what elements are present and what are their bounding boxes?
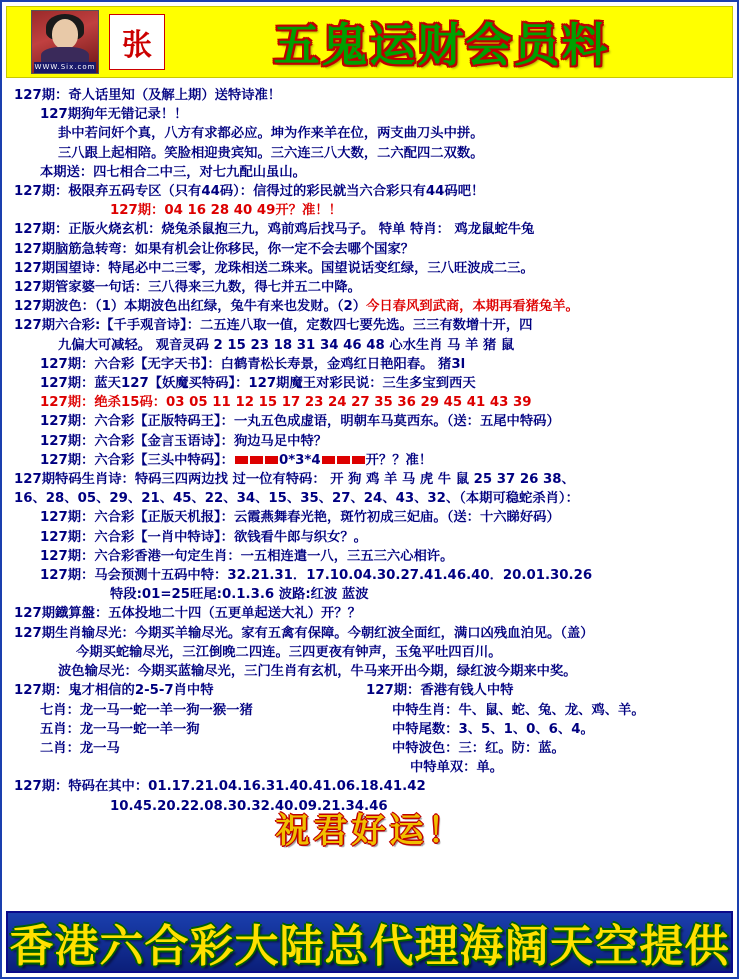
- portrait-caption: WWW.Six.com: [34, 63, 96, 71]
- text-line: 卦中若问奸个真，八方有求都必应。坤为作来羊在位，两支曲刀头中拼。: [58, 126, 484, 142]
- text-line: 七肖：龙一马一蛇一羊一狗一猴一猪: [40, 702, 253, 718]
- text-line: 127期脑筋急转弯：如果有机会让你移民，你一定不会去哪个国家？: [14, 241, 415, 257]
- text-line: 127期波色：（1）本期波色出红绿，兔牛有来也发财。（2）今日春风到武商，本期再看猪兔羊。: [14, 299, 579, 315]
- text-line: 10.45.20.22.08.30.32.40.09.21.34.46: [110, 798, 388, 814]
- text-line: 五肖：龙一马一蛇一羊一狗: [40, 721, 200, 737]
- brand-logo: [109, 14, 165, 70]
- page-title: 五鬼运财会员料: [273, 18, 610, 72]
- text-line: 127期：六合彩【一肖中特诗】：欲钱看牛郎与织女？。: [40, 529, 367, 545]
- footer-text: 香港六合彩大陆总代理海阔天空提供: [9, 921, 730, 972]
- portrait-photo: [31, 10, 99, 74]
- text-line: 127期：六合彩【金言玉语诗】：狗边马足中特？: [40, 433, 328, 449]
- text-line: 127期：特码在其中：01.17.21.04.16.31.40.41.06.18.41.42: [14, 779, 426, 795]
- footer-banner: [6, 911, 733, 973]
- text-line: 127期国望诗：特尾必中二三零，龙珠相送二珠来。国望说话变红绿，三八旺波成二三。: [14, 260, 534, 276]
- text-line: 中特单双：单。: [410, 760, 504, 776]
- text-line: 127期特码生肖诗：特码三四两边找 过一位有特码： 开 狗 鸡 羊 马 虎 牛 鼠 25 37 26 38、: [14, 472, 575, 488]
- text-line: 127期：绝杀15码：03 05 11 12 15 17 23 24 27 35 36 29 45 41 43 39: [40, 395, 532, 411]
- text-line: 九偏大可减轻。 观音灵码 2 15 23 18 31 34 46 48 心水生肖 马 羊 猪 鼠: [58, 337, 515, 353]
- text-line: 127期：六合彩【正版特码王】：一丸五色成虚语，明朝车马莫西东。（送：五尾中特码）: [40, 414, 560, 430]
- left-column: [14, 681, 366, 777]
- document-body: [2, 82, 737, 851]
- text-line: 127期：马会预测十五码中特：32.21.31．17.10.04.30.27.41.46.40．20.01.30.26: [40, 568, 593, 584]
- text-line: 16、28、05、29、21、45、22、34、15、35、27、24、43、32、（本期可稳蛇杀肖）：: [14, 491, 579, 507]
- text-line: 本期送：四七相合二中三，对七九配山虽山。: [40, 164, 306, 180]
- portrait-face: [52, 19, 78, 49]
- header-banner: [6, 6, 733, 78]
- text-line: 127期：六合彩【正版天机报】：云霞燕舞春光艳，斑竹初成三妃庙。（送：十六睇好码）: [40, 510, 560, 526]
- text-line: 127期：六合彩【无字天书】：白鹤青松长寿景，金鸡红日艳阳春。 猪3l: [40, 356, 466, 372]
- text-line: 127期：六合彩香港一句定生肖：一五相连遣一八，三五三六心相许。: [40, 548, 454, 564]
- text-line: 127期：香港有钱人中特: [366, 683, 514, 699]
- text-line: 127期：正版火烧玄机：烧兔杀鼠抱三九，鸡前鸡后找马子。 特单 特肖： 鸡龙鼠蛇牛兔: [14, 222, 535, 238]
- text-line: 特段:01=25旺尾:0.1.3.6 波路:红波 蓝波: [110, 587, 369, 603]
- text-line: 127期：04 16 28 40 49开？准！！: [110, 203, 342, 219]
- text-line: 中特波色：三：红。防：蓝。: [392, 740, 565, 756]
- blessing-text: 祝君好运！: [275, 810, 466, 851]
- text-line: 127期狗年无错记录！！: [40, 107, 188, 123]
- text-line: 127期：六合彩【三头中特码】： 0*3*4 开？？准！: [40, 452, 433, 468]
- text-line: 127期：鬼才相信的2-5-7肖中特: [14, 683, 214, 699]
- text-line: 二肖：龙一马: [40, 740, 120, 756]
- text-line: 三八跟上起相陪。笑脸相迎贵宾知。三六连三八大数，二六配四二双数。: [58, 145, 484, 161]
- text-line: 127期生肖输尽光：今期买羊输尽光。家有五禽有保障。今朝红波全面红，满口凶残血泊见。（盖）: [14, 625, 594, 641]
- tail-text-block: [14, 777, 727, 815]
- right-column: [366, 681, 645, 777]
- text-line: 127期六合彩:【千手观音诗】：二五连八取一值，定数四七要先选。三三有数增十开，四: [14, 318, 533, 334]
- text-line: 127期：极限弃五码专区（只有44码）：信得过的彩民就当六合彩只有44码吧！: [14, 184, 485, 200]
- main-text-block: [14, 86, 727, 681]
- text-line: 127期鐡算盤：五体投地二十四（五更单起送大礼）开？？: [14, 606, 361, 622]
- text-line: 127期：奇人话里知（及解上期）送特诗准！: [14, 88, 282, 103]
- text-line: 波色输尽光：今期买蓝输尽光，三门生肖有玄机，牛马来开出今期，绿红波今期来中奖。: [58, 664, 577, 680]
- text-line: 127期管家婆一句话：三八得来三九数，得七并五二中降。: [14, 280, 361, 296]
- brand-logo-char: 张: [122, 28, 152, 63]
- text-line: 127期：蓝天127【妖魔买特码】：127期魔王对彩民说：三生多宝到西天: [40, 376, 476, 392]
- text-line: 中特尾数：3、5、1、0、6、4。: [392, 721, 594, 737]
- text-line: 中特生肖：牛、鼠、蛇、兔、龙、鸡、羊。: [392, 702, 645, 718]
- two-column-block: [14, 681, 727, 777]
- text-line: 今期买蛇输尽光，三江倒晚二四连。三四更夜有钟声，玉兔平吐四百川。: [76, 644, 502, 660]
